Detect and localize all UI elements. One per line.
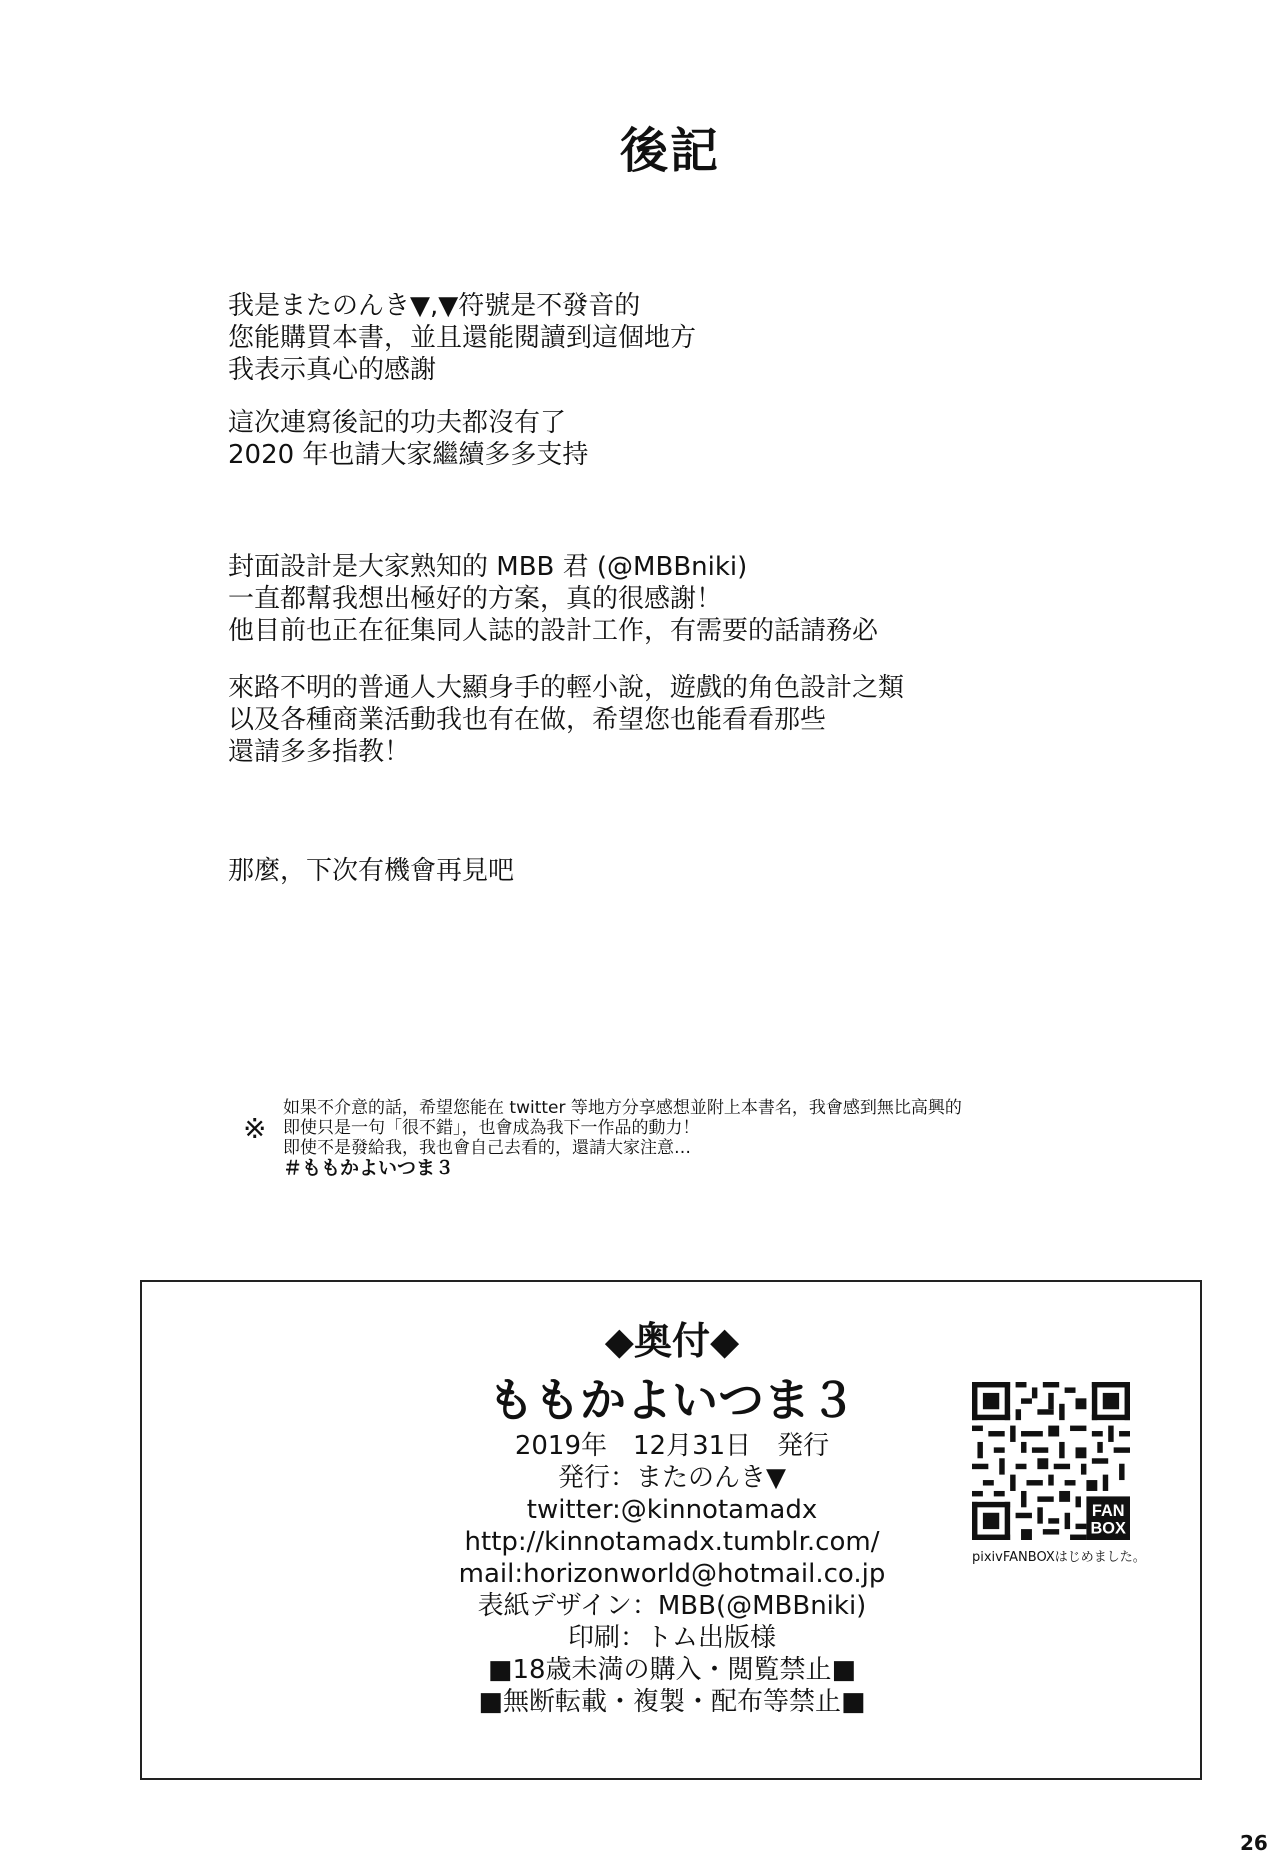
note-mark: ※ xyxy=(243,1112,267,1145)
fanbox-qr-code xyxy=(972,1382,1130,1540)
publisher: 発行：またのんき▼ xyxy=(558,1463,786,1493)
copyright-notice: ■無断転載・複製・配布等禁止■ xyxy=(478,1687,866,1717)
afterword-line: 這次連寫後記的功夫都沒有了 xyxy=(228,408,567,438)
afterword-line: 封面設計是大家熟知的 MBB 君 (@MBBniki) xyxy=(228,552,748,582)
afterword-line: 他目前也正在征集同人誌的設計工作，有需要的話請務必 xyxy=(228,616,879,646)
afterword-line: 還請多多指教！ xyxy=(228,737,411,767)
note-line: 如果不介意的話，希望您能在 twitter 等地方分享感想並附上本書名，我會感到無比高興的 xyxy=(283,1098,962,1118)
afterword-line: 那麼，下次有機會再見吧 xyxy=(228,856,515,886)
afterword-paragraph-5 xyxy=(228,855,514,887)
publish-date: 2019年 12月31日 発行 xyxy=(514,1431,830,1461)
note-hashtag: ＃ももかよいつま３ xyxy=(283,1157,455,1179)
note-line: 即使只是一句「很不錯」，也會成為我下一作品的動力！ xyxy=(283,1118,700,1138)
afterword-paragraph-3 xyxy=(228,551,878,647)
book-title: ももかよいつま３ xyxy=(488,1373,856,1427)
email-address: mail:horizonworld@hotmail.co.jp xyxy=(458,1559,886,1589)
colophon-box xyxy=(140,1280,1202,1780)
twitter-handle: twitter:@kinnotamadx xyxy=(526,1495,818,1525)
page-number: 26 xyxy=(1240,1831,1268,1855)
afterword-line: 我是またのんき▼,▼符號是不發音的 xyxy=(228,291,641,321)
afterword-line: 以及各種商業活動我也有在做，希望您也能看看那些 xyxy=(228,705,827,735)
afterword-paragraph-2 xyxy=(228,407,588,471)
age-restriction-notice: ■18歳未満の購入・閲覧禁止■ xyxy=(487,1655,857,1685)
afterword-line: 一直都幫我想出極好的方案，真的很感謝！ xyxy=(228,584,723,614)
afterword-paragraph-1 xyxy=(228,290,696,386)
note-line: 即使不是發給我，我也會自己去看的，還請大家注意… xyxy=(283,1138,691,1158)
afterword-line: 我表示真心的感謝 xyxy=(228,355,437,385)
afterword-paragraph-4 xyxy=(228,672,904,768)
note-block xyxy=(283,1098,962,1178)
afterword-line: 來路不明的普通人大顯身手的輕小說，遊戲的角色設計之類 xyxy=(228,673,905,703)
afterword-line: 2020 年也請大家繼續多多支持 xyxy=(228,440,589,470)
fanbox-badge-line1: FAN xyxy=(1091,1502,1125,1521)
website-url: http://kinnotamadx.tumblr.com/ xyxy=(464,1527,880,1557)
colophon-heading: ◆奥付◆ xyxy=(604,1319,740,1363)
afterword-line: 您能購買本書，並且還能閱讀到這個地方 xyxy=(228,323,697,353)
afterword-title: 後記 xyxy=(619,123,720,179)
cover-design-credit: 表紙デザイン：MBB(@MBBniki) xyxy=(477,1591,867,1621)
fanbox-badge-line2: BOX xyxy=(1090,1519,1126,1538)
qr-caption: pixivFANBOXはじめました。 xyxy=(972,1550,1146,1565)
qr-block xyxy=(972,1382,1146,1565)
colophon-details xyxy=(412,1282,932,1718)
printer-credit: 印刷：トム出版様 xyxy=(567,1623,776,1653)
